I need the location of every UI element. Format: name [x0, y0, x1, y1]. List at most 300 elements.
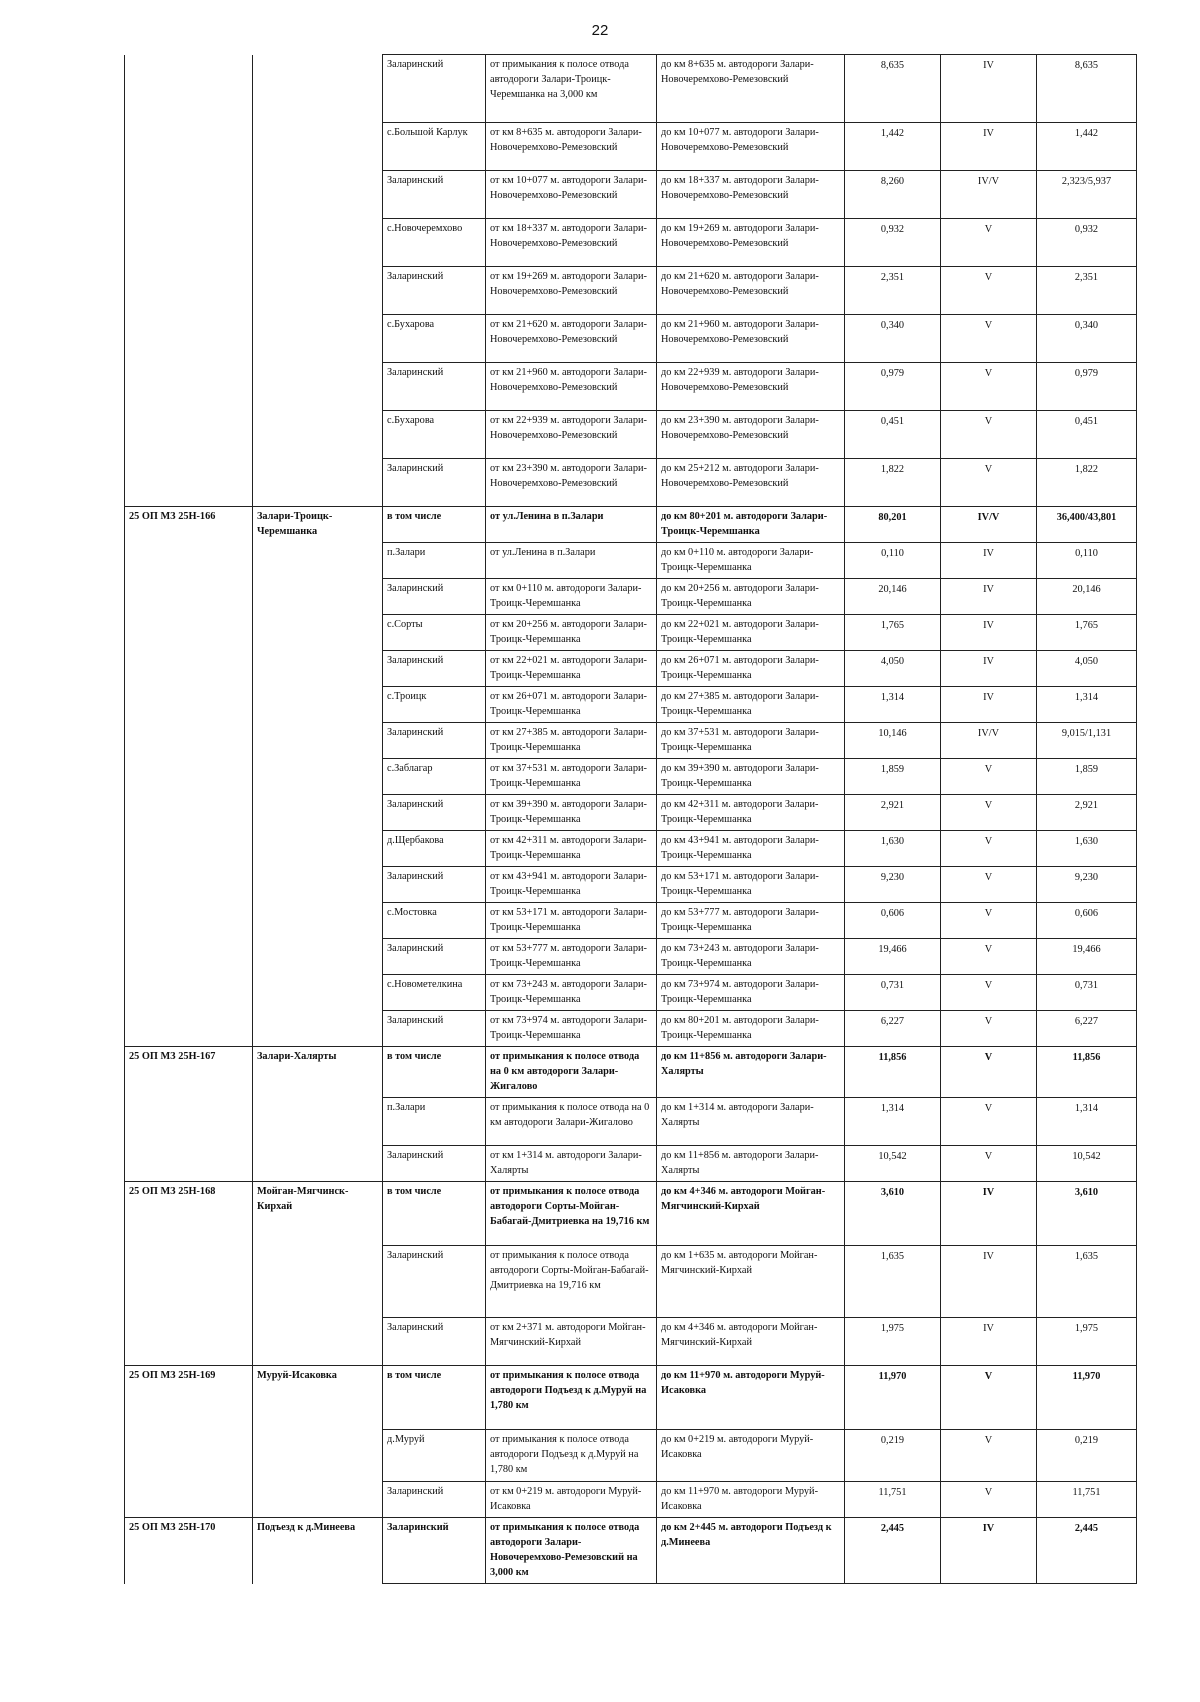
- locality-cell: с.Заблагар: [383, 759, 486, 795]
- segment-end-cell: до км 11+856 м. автодороги Залари-Халярты: [657, 1146, 845, 1182]
- road-category-cell: IV: [941, 543, 1037, 579]
- segment-start-cell: от ул.Ленина в п.Залари: [486, 507, 657, 543]
- segment-end-cell: до км 43+941 м. автодороги Залари-Троицк-Черемшанка: [657, 831, 845, 867]
- segment-start-cell: от км 0+219 м. автодороги Муруй-Исаковка: [486, 1482, 657, 1518]
- locality-cell: с.Бухарова: [383, 411, 486, 459]
- locality-cell: в том числе: [383, 1047, 486, 1098]
- page-number: 22: [591, 22, 609, 39]
- length-by-category-cell: 2,323/5,937: [1037, 171, 1137, 219]
- segment-end-cell: до км 39+390 м. автодороги Залари-Троицк-Черемшанка: [657, 759, 845, 795]
- segment-start-cell: от км 43+941 м. автодороги Залари-Троицк-Черемшанка: [486, 867, 657, 903]
- segment-start-cell: от примыкания к полосе отвода автодороги Залари-Троицк-Черемшанка на 3,000 км: [486, 55, 657, 123]
- length-km-cell: 9,230: [845, 867, 941, 903]
- road-code-cell: [125, 795, 253, 831]
- road-code-cell: [125, 939, 253, 975]
- length-km-cell: 1,635: [845, 1246, 941, 1318]
- length-km-cell: 8,260: [845, 171, 941, 219]
- road-category-cell: V: [941, 411, 1037, 459]
- locality-cell: в том числе: [383, 1182, 486, 1246]
- road-code-cell: [125, 1318, 253, 1366]
- road-category-cell: IV: [941, 615, 1037, 651]
- length-km-cell: 11,751: [845, 1482, 941, 1518]
- length-by-category-cell: 1,765: [1037, 615, 1137, 651]
- segment-end-cell: до км 22+939 м. автодороги Залари-Новочеремхово-Ремезовский: [657, 363, 845, 411]
- locality-cell: Заларинский: [383, 579, 486, 615]
- road-category-cell: IV/V: [941, 171, 1037, 219]
- road-name-cell: [253, 795, 383, 831]
- road-code-cell: 25 ОП МЗ 25Н-167: [125, 1047, 253, 1098]
- segment-end-cell: до км 25+212 м. автодороги Залари-Новочеремхово-Ремезовский: [657, 459, 845, 507]
- segment-end-cell: до км 11+970 м. автодороги Муруй-Исаковка: [657, 1482, 845, 1518]
- road-name-cell: [253, 1430, 383, 1482]
- table-row: [125, 1318, 1137, 1366]
- segment-start-cell: от км 19+269 м. автодороги Залари-Новочеремхово-Ремезовский: [486, 267, 657, 315]
- locality-cell: Заларинский: [383, 723, 486, 759]
- length-km-cell: 4,050: [845, 651, 941, 687]
- length-by-category-cell: 6,227: [1037, 1011, 1137, 1047]
- table-row: [125, 1366, 1137, 1430]
- length-km-cell: 0,451: [845, 411, 941, 459]
- table-row: [125, 1146, 1137, 1182]
- segment-end-cell: до км 80+201 м. автодороги Залари-Троицк-Черемшанка: [657, 1011, 845, 1047]
- locality-cell: с.Новочеремхово: [383, 219, 486, 267]
- length-by-category-cell: 0,340: [1037, 315, 1137, 363]
- length-by-category-cell: 0,451: [1037, 411, 1137, 459]
- segment-end-cell: до км 73+974 м. автодороги Залари-Троицк-Черемшанка: [657, 975, 845, 1011]
- table-row: [125, 1047, 1137, 1098]
- segment-end-cell: до км 4+346 м. автодороги Мойган-Мягчинский-Кирхай: [657, 1182, 845, 1246]
- road-category-cell: V: [941, 1430, 1037, 1482]
- length-by-category-cell: 0,932: [1037, 219, 1137, 267]
- road-code-cell: [125, 543, 253, 579]
- length-km-cell: 11,856: [845, 1047, 941, 1098]
- road-category-cell: V: [941, 759, 1037, 795]
- segment-end-cell: до км 2+445 м. автодороги Подъезд к д.Минеева: [657, 1518, 845, 1584]
- locality-cell: Заларинский: [383, 1246, 486, 1318]
- road-name-cell: [253, 1146, 383, 1182]
- length-by-category-cell: 1,442: [1037, 123, 1137, 171]
- road-name-cell: [253, 55, 383, 123]
- road-code-cell: [125, 363, 253, 411]
- length-by-category-cell: 1,635: [1037, 1246, 1137, 1318]
- road-category-cell: IV/V: [941, 723, 1037, 759]
- length-by-category-cell: 2,445: [1037, 1518, 1137, 1584]
- locality-cell: Заларинский: [383, 867, 486, 903]
- road-category-cell: IV: [941, 55, 1037, 123]
- road-name-cell: [253, 1098, 383, 1146]
- segment-start-cell: от км 10+077 м. автодороги Залари-Новочеремхово-Ремезовский: [486, 171, 657, 219]
- road-code-cell: [125, 315, 253, 363]
- segment-start-cell: от км 1+314 м. автодороги Залари-Халярты: [486, 1146, 657, 1182]
- road-code-cell: [125, 171, 253, 219]
- length-by-category-cell: 0,606: [1037, 903, 1137, 939]
- table-row: [125, 171, 1137, 219]
- road-code-cell: 25 ОП МЗ 25Н-168: [125, 1182, 253, 1246]
- segment-start-cell: от км 2+371 м. автодороги Мойган-Мягчинский-Кирхай: [486, 1318, 657, 1366]
- road-code-cell: [125, 615, 253, 651]
- road-name-cell: [253, 219, 383, 267]
- road-category-cell: IV: [941, 1518, 1037, 1584]
- locality-cell: Заларинский: [383, 795, 486, 831]
- road-name-cell: [253, 459, 383, 507]
- road-name-cell: [253, 543, 383, 579]
- table-row: [125, 651, 1137, 687]
- table-row: [125, 1430, 1137, 1482]
- segment-start-cell: от примыкания к полосе отвода на 0 км автодороги Залари-Жигалово: [486, 1098, 657, 1146]
- road-name-cell: [253, 363, 383, 411]
- road-category-cell: V: [941, 1047, 1037, 1098]
- length-by-category-cell: 11,751: [1037, 1482, 1137, 1518]
- segment-end-cell: до км 21+960 м. автодороги Залари-Новочеремхово-Ремезовский: [657, 315, 845, 363]
- segment-start-cell: от км 18+337 м. автодороги Залари-Новочеремхово-Ремезовский: [486, 219, 657, 267]
- segment-start-cell: от км 42+311 м. автодороги Залари-Троицк-Черемшанка: [486, 831, 657, 867]
- segment-end-cell: до км 53+777 м. автодороги Залари-Троицк-Черемшанка: [657, 903, 845, 939]
- road-name-cell: [253, 1246, 383, 1318]
- locality-cell: д.Муруй: [383, 1430, 486, 1482]
- road-category-cell: V: [941, 219, 1037, 267]
- segment-start-cell: от примыкания к полосе отвода автодороги Залари-Новочеремхово-Ремезовский на 3,000 км: [486, 1518, 657, 1584]
- locality-cell: Заларинский: [383, 1518, 486, 1584]
- table-row: [125, 615, 1137, 651]
- length-by-category-cell: 3,610: [1037, 1182, 1137, 1246]
- road-code-cell: [125, 267, 253, 315]
- length-by-category-cell: 2,351: [1037, 267, 1137, 315]
- length-km-cell: 6,227: [845, 1011, 941, 1047]
- length-km-cell: 0,606: [845, 903, 941, 939]
- road-category-cell: IV: [941, 1246, 1037, 1318]
- locality-cell: с.Бухарова: [383, 315, 486, 363]
- length-by-category-cell: 10,542: [1037, 1146, 1137, 1182]
- segment-start-cell: от км 23+390 м. автодороги Залари-Новочеремхово-Ремезовский: [486, 459, 657, 507]
- table-row: [125, 543, 1137, 579]
- road-name-cell: Залари-Троицк-Черемшанка: [253, 507, 383, 543]
- segment-end-cell: до км 1+314 м. автодороги Залари-Халярты: [657, 1098, 845, 1146]
- table-row: [125, 315, 1137, 363]
- road-name-cell: Подъезд к д.Минеева: [253, 1518, 383, 1584]
- length-km-cell: 11,970: [845, 1366, 941, 1430]
- road-name-cell: [253, 975, 383, 1011]
- length-km-cell: 8,635: [845, 55, 941, 123]
- road-category-cell: V: [941, 1011, 1037, 1047]
- length-by-category-cell: 4,050: [1037, 651, 1137, 687]
- segment-start-cell: от км 37+531 м. автодороги Залари-Троицк-Черемшанка: [486, 759, 657, 795]
- length-km-cell: 2,445: [845, 1518, 941, 1584]
- table-row: [125, 831, 1137, 867]
- length-by-category-cell: 1,975: [1037, 1318, 1137, 1366]
- segment-end-cell: до км 4+346 м. автодороги Мойган-Мягчинский-Кирхай: [657, 1318, 845, 1366]
- segment-start-cell: от км 8+635 м. автодороги Залари-Новочеремхово-Ремезовский: [486, 123, 657, 171]
- road-name-cell: [253, 867, 383, 903]
- locality-cell: с.Мостовка: [383, 903, 486, 939]
- road-category-cell: V: [941, 867, 1037, 903]
- road-code-cell: [125, 1482, 253, 1518]
- table-row: [125, 1011, 1137, 1047]
- table-row: [125, 795, 1137, 831]
- table-row: [125, 579, 1137, 615]
- segment-end-cell: до км 21+620 м. автодороги Залари-Новочеремхово-Ремезовский: [657, 267, 845, 315]
- length-km-cell: 10,146: [845, 723, 941, 759]
- table-row: [125, 459, 1137, 507]
- road-name-cell: [253, 1482, 383, 1518]
- road-category-cell: V: [941, 267, 1037, 315]
- segment-end-cell: до км 23+390 м. автодороги Залари-Новочеремхово-Ремезовский: [657, 411, 845, 459]
- length-by-category-cell: 11,856: [1037, 1047, 1137, 1098]
- segment-start-cell: от км 73+243 м. автодороги Залари-Троицк-Черемшанка: [486, 975, 657, 1011]
- table-row: [125, 507, 1137, 543]
- road-category-cell: V: [941, 1366, 1037, 1430]
- locality-cell: Заларинский: [383, 267, 486, 315]
- segment-end-cell: до км 26+071 м. автодороги Залари-Троицк-Черемшанка: [657, 651, 845, 687]
- road-code-cell: [125, 651, 253, 687]
- length-km-cell: 1,314: [845, 687, 941, 723]
- road-name-cell: [253, 1318, 383, 1366]
- segment-start-cell: от км 21+620 м. автодороги Залари-Новочеремхово-Ремезовский: [486, 315, 657, 363]
- road-code-cell: [125, 687, 253, 723]
- segment-start-cell: от км 39+390 м. автодороги Залари-Троицк-Черемшанка: [486, 795, 657, 831]
- table-row: [125, 759, 1137, 795]
- table-row: [125, 55, 1137, 123]
- road-name-cell: [253, 579, 383, 615]
- length-by-category-cell: 2,921: [1037, 795, 1137, 831]
- length-km-cell: 1,314: [845, 1098, 941, 1146]
- table-row: [125, 1482, 1137, 1518]
- length-km-cell: 80,201: [845, 507, 941, 543]
- road-code-cell: [125, 759, 253, 795]
- segment-end-cell: до км 53+171 м. автодороги Залари-Троицк-Черемшанка: [657, 867, 845, 903]
- segment-start-cell: от км 26+071 м. автодороги Залари-Троицк-Черемшанка: [486, 687, 657, 723]
- road-code-cell: [125, 123, 253, 171]
- road-category-cell: V: [941, 363, 1037, 411]
- road-name-cell: [253, 651, 383, 687]
- road-category-cell: V: [941, 1146, 1037, 1182]
- segment-start-cell: от км 53+777 м. автодороги Залари-Троицк-Черемшанка: [486, 939, 657, 975]
- locality-cell: п.Залари: [383, 543, 486, 579]
- road-name-cell: [253, 123, 383, 171]
- road-category-cell: V: [941, 831, 1037, 867]
- length-km-cell: 20,146: [845, 579, 941, 615]
- table-row: [125, 687, 1137, 723]
- road-code-cell: [125, 411, 253, 459]
- road-register-table: [124, 54, 1137, 1584]
- table-row: [125, 1182, 1137, 1246]
- road-name-cell: Муруй-Исаковка: [253, 1366, 383, 1430]
- table-row: [125, 267, 1137, 315]
- locality-cell: в том числе: [383, 507, 486, 543]
- road-code-cell: [125, 219, 253, 267]
- segment-end-cell: до км 8+635 м. автодороги Залари-Новочеремхово-Ремезовский: [657, 55, 845, 123]
- locality-cell: в том числе: [383, 1366, 486, 1430]
- length-by-category-cell: 1,314: [1037, 1098, 1137, 1146]
- segment-end-cell: до км 11+970 м. автодороги Муруй-Исаковка: [657, 1366, 845, 1430]
- segment-end-cell: до км 37+531 м. автодороги Залари-Троицк-Черемшанка: [657, 723, 845, 759]
- road-code-cell: 25 ОП МЗ 25Н-170: [125, 1518, 253, 1584]
- road-code-cell: [125, 867, 253, 903]
- length-by-category-cell: 0,110: [1037, 543, 1137, 579]
- segment-start-cell: от км 22+021 м. автодороги Залари-Троицк-Черемшанка: [486, 651, 657, 687]
- table-row: [125, 411, 1137, 459]
- length-by-category-cell: 0,979: [1037, 363, 1137, 411]
- road-code-cell: [125, 1430, 253, 1482]
- road-category-cell: IV: [941, 1318, 1037, 1366]
- length-km-cell: 0,731: [845, 975, 941, 1011]
- locality-cell: Заларинский: [383, 1146, 486, 1182]
- road-name-cell: Мойган-Мягчинск-Кирхай: [253, 1182, 383, 1246]
- table-row: [125, 939, 1137, 975]
- road-code-cell: [125, 903, 253, 939]
- segment-end-cell: до км 10+077 м. автодороги Залари-Новочеремхово-Ремезовский: [657, 123, 845, 171]
- length-km-cell: 0,932: [845, 219, 941, 267]
- road-category-cell: V: [941, 795, 1037, 831]
- table-row: [125, 123, 1137, 171]
- road-category-cell: IV: [941, 579, 1037, 615]
- road-code-cell: [125, 1098, 253, 1146]
- segment-start-cell: от примыкания к полосе отвода автодороги Подъезд к д.Муруй на 1,780 км: [486, 1366, 657, 1430]
- length-km-cell: 0,219: [845, 1430, 941, 1482]
- length-by-category-cell: 0,219: [1037, 1430, 1137, 1482]
- locality-cell: Заларинский: [383, 1318, 486, 1366]
- length-by-category-cell: 1,859: [1037, 759, 1137, 795]
- locality-cell: Заларинский: [383, 363, 486, 411]
- table-row: [125, 975, 1137, 1011]
- segment-start-cell: от примыкания к полосе отвода автодороги Сорты-Мойган-Бабагай-Дмитриевка на 19,716 км: [486, 1246, 657, 1318]
- road-code-cell: [125, 831, 253, 867]
- length-by-category-cell: 1,630: [1037, 831, 1137, 867]
- segment-start-cell: от ул.Ленина в п.Залари: [486, 543, 657, 579]
- length-km-cell: 1,822: [845, 459, 941, 507]
- segment-end-cell: до км 19+269 м. автодороги Залари-Новочеремхово-Ремезовский: [657, 219, 845, 267]
- segment-start-cell: от примыкания к полосе отвода на 0 км автодороги Залари-Жигалово: [486, 1047, 657, 1098]
- road-code-cell: 25 ОП МЗ 25Н-169: [125, 1366, 253, 1430]
- length-by-category-cell: 20,146: [1037, 579, 1137, 615]
- length-by-category-cell: 9,230: [1037, 867, 1137, 903]
- table-row: [125, 219, 1137, 267]
- table-body: [125, 55, 1137, 1584]
- table-row: [125, 1098, 1137, 1146]
- locality-cell: Заларинский: [383, 1482, 486, 1518]
- length-km-cell: 19,466: [845, 939, 941, 975]
- road-code-cell: [125, 55, 253, 123]
- locality-cell: Заларинский: [383, 1011, 486, 1047]
- length-km-cell: 1,765: [845, 615, 941, 651]
- road-name-cell: [253, 267, 383, 315]
- road-name-cell: [253, 315, 383, 363]
- road-code-cell: [125, 723, 253, 759]
- locality-cell: Заларинский: [383, 459, 486, 507]
- locality-cell: Заларинский: [383, 651, 486, 687]
- length-km-cell: 2,921: [845, 795, 941, 831]
- road-category-cell: V: [941, 1098, 1037, 1146]
- length-by-category-cell: 8,635: [1037, 55, 1137, 123]
- road-category-cell: V: [941, 903, 1037, 939]
- table-row: [125, 723, 1137, 759]
- locality-cell: с.Сорты: [383, 615, 486, 651]
- road-name-cell: [253, 171, 383, 219]
- segment-end-cell: до км 42+311 м. автодороги Залари-Троицк-Черемшанка: [657, 795, 845, 831]
- length-km-cell: 3,610: [845, 1182, 941, 1246]
- locality-cell: Заларинский: [383, 55, 486, 123]
- length-by-category-cell: 36,400/43,801: [1037, 507, 1137, 543]
- segment-end-cell: до км 18+337 м. автодороги Залари-Новочеремхово-Ремезовский: [657, 171, 845, 219]
- road-name-cell: [253, 687, 383, 723]
- length-by-category-cell: 9,015/1,131: [1037, 723, 1137, 759]
- length-km-cell: 1,859: [845, 759, 941, 795]
- length-km-cell: 1,630: [845, 831, 941, 867]
- road-code-cell: 25 ОП МЗ 25Н-166: [125, 507, 253, 543]
- length-by-category-cell: 0,731: [1037, 975, 1137, 1011]
- locality-cell: Заларинский: [383, 939, 486, 975]
- road-category-cell: IV: [941, 1182, 1037, 1246]
- road-category-cell: V: [941, 975, 1037, 1011]
- locality-cell: Заларинский: [383, 171, 486, 219]
- segment-end-cell: до км 27+385 м. автодороги Залари-Троицк-Черемшанка: [657, 687, 845, 723]
- length-km-cell: 0,979: [845, 363, 941, 411]
- road-name-cell: [253, 411, 383, 459]
- length-by-category-cell: 11,970: [1037, 1366, 1137, 1430]
- road-category-cell: IV: [941, 651, 1037, 687]
- road-name-cell: [253, 615, 383, 651]
- road-name-cell: [253, 759, 383, 795]
- road-code-cell: [125, 975, 253, 1011]
- locality-cell: с.Новометелкина: [383, 975, 486, 1011]
- table-row: [125, 1246, 1137, 1318]
- road-code-cell: [125, 579, 253, 615]
- locality-cell: п.Залари: [383, 1098, 486, 1146]
- segment-start-cell: от км 0+110 м. автодороги Залари-Троицк-Черемшанка: [486, 579, 657, 615]
- segment-end-cell: до км 1+635 м. автодороги Мойган-Мягчинский-Кирхай: [657, 1246, 845, 1318]
- segment-start-cell: от км 53+171 м. автодороги Залари-Троицк-Черемшанка: [486, 903, 657, 939]
- segment-end-cell: до км 80+201 м. автодороги Залари-Троицк-Черемшанка: [657, 507, 845, 543]
- length-km-cell: 1,975: [845, 1318, 941, 1366]
- segment-start-cell: от км 20+256 м. автодороги Залари-Троицк-Черемшанка: [486, 615, 657, 651]
- road-code-cell: [125, 1246, 253, 1318]
- segment-start-cell: от км 21+960 м. автодороги Залари-Новочеремхово-Ремезовский: [486, 363, 657, 411]
- length-by-category-cell: 19,466: [1037, 939, 1137, 975]
- road-category-cell: IV: [941, 687, 1037, 723]
- road-category-cell: IV: [941, 123, 1037, 171]
- road-category-cell: V: [941, 459, 1037, 507]
- locality-cell: с.Большой Карлук: [383, 123, 486, 171]
- segment-end-cell: до км 0+110 м. автодороги Залари-Троицк-Черемшанка: [657, 543, 845, 579]
- road-name-cell: [253, 939, 383, 975]
- table-row: [125, 1518, 1137, 1584]
- segment-start-cell: от км 22+939 м. автодороги Залари-Новочеремхово-Ремезовский: [486, 411, 657, 459]
- length-km-cell: 2,351: [845, 267, 941, 315]
- segment-start-cell: от км 73+974 м. автодороги Залари-Троицк-Черемшанка: [486, 1011, 657, 1047]
- road-category-cell: IV/V: [941, 507, 1037, 543]
- segment-start-cell: от км 27+385 м. автодороги Залари-Троицк-Черемшанка: [486, 723, 657, 759]
- segment-end-cell: до км 20+256 м. автодороги Залари-Троицк-Черемшанка: [657, 579, 845, 615]
- road-name-cell: [253, 831, 383, 867]
- locality-cell: д.Щербакова: [383, 831, 486, 867]
- road-name-cell: [253, 723, 383, 759]
- segment-end-cell: до км 11+856 м. автодороги Залари-Халярты: [657, 1047, 845, 1098]
- road-code-cell: [125, 459, 253, 507]
- segment-start-cell: от примыкания к полосе отвода автодороги Сорты-Мойган-Бабагай-Дмитриевка на 19,716 км: [486, 1182, 657, 1246]
- road-name-cell: [253, 903, 383, 939]
- length-km-cell: 10,542: [845, 1146, 941, 1182]
- segment-end-cell: до км 0+219 м. автодороги Муруй-Исаковка: [657, 1430, 845, 1482]
- table-row: [125, 903, 1137, 939]
- length-km-cell: 0,110: [845, 543, 941, 579]
- road-category-cell: V: [941, 315, 1037, 363]
- segment-end-cell: до км 73+243 м. автодороги Залари-Троицк-Черемшанка: [657, 939, 845, 975]
- table-row: [125, 363, 1137, 411]
- road-code-cell: [125, 1011, 253, 1047]
- road-category-cell: V: [941, 939, 1037, 975]
- table-row: [125, 867, 1137, 903]
- length-km-cell: 1,442: [845, 123, 941, 171]
- locality-cell: с.Троицк: [383, 687, 486, 723]
